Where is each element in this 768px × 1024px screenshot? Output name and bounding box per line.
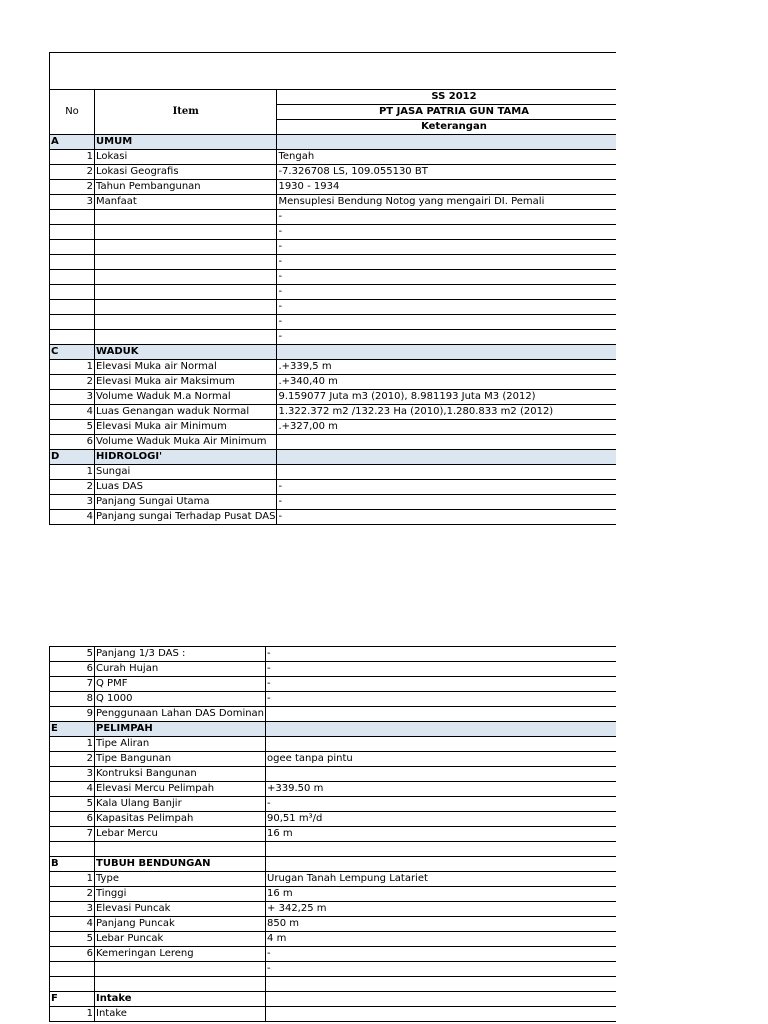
row-value: .+327,00 m	[277, 420, 631, 435]
company-header: PT JASA PATRIA GUN TAMA	[277, 105, 631, 120]
row-item: Elevasi Muka air Minimum	[95, 420, 277, 435]
row-number	[50, 842, 95, 857]
table-row	[50, 405, 631, 420]
row-value: -	[277, 495, 631, 510]
row-number: 5	[50, 647, 95, 662]
row-item: Curah Hujan	[95, 662, 266, 677]
item-header: Item	[95, 90, 277, 135]
row-value: -	[277, 315, 631, 330]
row-value: -	[266, 947, 620, 962]
row-number: 6	[50, 947, 95, 962]
row-value: 1.322.372 m2 /132.23 Ha (2010),1.280.833 m2 (2012)	[277, 405, 631, 420]
row-item: Volume Waduk Muka Air Minimum	[95, 435, 277, 450]
row-item	[95, 270, 277, 285]
row-item: Intake	[95, 1007, 266, 1022]
row-item: Lebar Mercu	[95, 827, 266, 842]
row-value: -	[266, 692, 620, 707]
row-value: + 342,25 m	[266, 902, 620, 917]
row-item: Kemeringan Lereng	[95, 947, 266, 962]
row-number: 5	[50, 797, 95, 812]
row-item	[95, 842, 266, 857]
title-cell	[50, 53, 631, 90]
row-value	[266, 842, 620, 857]
row-number: 4	[50, 510, 95, 525]
table-row	[50, 210, 631, 225]
row-item: Tipe Aliran	[95, 737, 266, 752]
row-number: 8	[50, 692, 95, 707]
row-number: 3	[50, 495, 95, 510]
row-value: ogee tanpa pintu	[266, 752, 620, 767]
row-item: Kontruksi Bangunan	[95, 767, 266, 782]
row-number	[50, 315, 95, 330]
row-item	[95, 977, 266, 992]
table-row	[50, 872, 620, 887]
row-number: 5	[50, 932, 95, 947]
row-item: Tipe Bangunan	[95, 752, 266, 767]
table-row	[50, 887, 620, 902]
row-item	[95, 285, 277, 300]
section-label: Intake	[95, 992, 266, 1007]
row-item	[95, 210, 277, 225]
row-item: Luas Genangan waduk Normal	[95, 405, 277, 420]
row-item: Elevasi Muka air Maksimum	[95, 375, 277, 390]
row-number: 6	[50, 435, 95, 450]
row-value	[266, 977, 620, 992]
table-row	[50, 962, 620, 977]
table-row	[50, 480, 631, 495]
table-row	[50, 285, 631, 300]
section-row	[50, 857, 620, 872]
row-number: 9	[50, 707, 95, 722]
row-number: 7	[50, 827, 95, 842]
row-item	[95, 330, 277, 345]
table-row	[50, 300, 631, 315]
section-label: TUBUH BENDUNGAN	[95, 857, 266, 872]
row-item: Manfaat	[95, 195, 277, 210]
row-value	[277, 465, 631, 480]
row-value: -	[266, 662, 620, 677]
table-row	[50, 255, 631, 270]
row-item	[95, 300, 277, 315]
row-item: Lokasi Geografis	[95, 165, 277, 180]
row-number: 6	[50, 662, 95, 677]
table-row	[50, 752, 620, 767]
row-value: 16 m	[266, 827, 620, 842]
section-code: B	[50, 857, 95, 872]
table-row	[50, 240, 631, 255]
header-row-1	[50, 90, 631, 105]
row-value: -	[266, 797, 620, 812]
row-number: 2	[50, 752, 95, 767]
row-item: Q 1000	[95, 692, 266, 707]
section-label: WADUK	[95, 345, 277, 360]
table-row	[50, 917, 620, 932]
row-number	[50, 210, 95, 225]
table-row	[50, 947, 620, 962]
row-value	[277, 435, 631, 450]
table-row	[50, 330, 631, 345]
section-value	[277, 135, 631, 150]
row-number: 2	[50, 375, 95, 390]
row-item: Lokasi	[95, 150, 277, 165]
row-number	[50, 285, 95, 300]
row-number: 7	[50, 677, 95, 692]
table-row	[50, 270, 631, 285]
row-value	[266, 1007, 620, 1022]
row-item: Elevasi Puncak	[95, 902, 266, 917]
row-number: 1	[50, 1007, 95, 1022]
row-item: Panjang 1/3 DAS :	[95, 647, 266, 662]
table-row	[50, 180, 631, 195]
table-row	[50, 797, 620, 812]
section-code: A	[50, 135, 95, 150]
row-value: -	[277, 210, 631, 225]
row-value	[266, 767, 620, 782]
row-item: Q PMF	[95, 677, 266, 692]
table-row	[50, 647, 620, 662]
table-row	[50, 465, 631, 480]
section-row	[50, 450, 631, 465]
row-number	[50, 977, 95, 992]
row-item: Panjang sungai Terhadap Pusat DAS	[95, 510, 277, 525]
row-value: 90,51 m³/d	[266, 812, 620, 827]
row-number: 3	[50, 390, 95, 405]
row-number	[50, 270, 95, 285]
row-value: -	[277, 510, 631, 525]
row-value: -	[277, 225, 631, 240]
row-number: 3	[50, 902, 95, 917]
table-row	[50, 767, 620, 782]
row-number: 4	[50, 917, 95, 932]
table-row	[50, 510, 631, 525]
table-row	[50, 782, 620, 797]
row-item: Tahun Pembangunan	[95, 180, 277, 195]
section-value	[277, 450, 631, 465]
table-row	[50, 375, 631, 390]
table-row	[50, 165, 631, 180]
row-item: Type	[95, 872, 266, 887]
table-row	[50, 692, 620, 707]
row-value: 16 m	[266, 887, 620, 902]
section-value	[266, 722, 620, 737]
row-number: 1	[50, 360, 95, 375]
row-value: Urugan Tanah Lempung Latariet	[266, 872, 620, 887]
keterangan-header: Keterangan	[277, 120, 631, 135]
table-row	[50, 315, 631, 330]
ss-header: SS 2012	[277, 90, 631, 105]
table-row	[50, 435, 631, 450]
row-item: Kapasitas Pelimpah	[95, 812, 266, 827]
row-value: -	[277, 240, 631, 255]
section-value	[266, 992, 620, 1007]
row-value: -	[277, 285, 631, 300]
section-row	[50, 135, 631, 150]
row-number: 4	[50, 782, 95, 797]
row-number	[50, 300, 95, 315]
table-row	[50, 842, 620, 857]
section-label: HIDROLOGI'	[95, 450, 277, 465]
row-value: +339.50 m	[266, 782, 620, 797]
table-row	[50, 707, 620, 722]
table-row	[50, 225, 631, 240]
row-number	[50, 240, 95, 255]
row-number: 1	[50, 872, 95, 887]
table-row	[50, 495, 631, 510]
row-number: 2	[50, 887, 95, 902]
row-number: 2	[50, 165, 95, 180]
table-row	[50, 737, 620, 752]
table-row	[50, 677, 620, 692]
row-number	[50, 225, 95, 240]
row-item	[95, 315, 277, 330]
table-row	[50, 827, 620, 842]
row-item	[95, 962, 266, 977]
row-value: -	[266, 677, 620, 692]
row-number: 3	[50, 767, 95, 782]
row-number: 2	[50, 480, 95, 495]
row-item: Lebar Puncak	[95, 932, 266, 947]
row-value: 850 m	[266, 917, 620, 932]
table-row	[50, 360, 631, 375]
row-value: 9.159077 Juta m3 (2010), 8.981193 Juta M3 (2012)	[277, 390, 631, 405]
table-row	[50, 977, 620, 992]
row-value: .+340,40 m	[277, 375, 631, 390]
row-number	[50, 962, 95, 977]
row-value: -	[277, 255, 631, 270]
row-item	[95, 225, 277, 240]
row-number: 3	[50, 195, 95, 210]
row-value: .+339,5 m	[277, 360, 631, 375]
table-row	[50, 932, 620, 947]
section-code: E	[50, 722, 95, 737]
section-label: UMUM	[95, 135, 277, 150]
table-row	[50, 1007, 620, 1022]
row-number: 4	[50, 405, 95, 420]
row-number: 1	[50, 465, 95, 480]
row-value: -	[266, 647, 620, 662]
row-item: Panjang Sungai Utama	[95, 495, 277, 510]
row-value	[266, 707, 620, 722]
section-code: F	[50, 992, 95, 1007]
row-item: Elevasi Mercu Pelimpah	[95, 782, 266, 797]
row-item: Penggunaan Lahan DAS Dominan	[95, 707, 266, 722]
table-row	[50, 390, 631, 405]
row-number: 2	[50, 180, 95, 195]
row-number: 5	[50, 420, 95, 435]
no-header: No	[50, 90, 95, 135]
row-value: -	[277, 330, 631, 345]
table-row	[50, 902, 620, 917]
row-item	[95, 240, 277, 255]
row-value: Mensuplesi Bendung Notog yang mengairi DI. Pemali	[277, 195, 631, 210]
title-row	[50, 53, 631, 90]
row-number	[50, 255, 95, 270]
data-table-upper	[49, 52, 631, 525]
row-value	[266, 737, 620, 752]
row-value: Tengah	[277, 150, 631, 165]
section-code: D	[50, 450, 95, 465]
table-row	[50, 662, 620, 677]
section-row	[50, 345, 631, 360]
section-label: PELIMPAH	[95, 722, 266, 737]
section-value	[266, 857, 620, 872]
page-edge-mask	[616, 40, 768, 1024]
row-item: Luas DAS	[95, 480, 277, 495]
row-item: Volume Waduk M.a Normal	[95, 390, 277, 405]
row-value: -	[266, 962, 620, 977]
row-number	[50, 330, 95, 345]
table-row	[50, 195, 631, 210]
row-item: Sungai	[95, 465, 277, 480]
table-row	[50, 150, 631, 165]
data-table-lower	[49, 646, 620, 1022]
row-value: -7.326708 LS, 109.055130 BT	[277, 165, 631, 180]
section-row	[50, 722, 620, 737]
row-number: 1	[50, 150, 95, 165]
row-value: -	[277, 300, 631, 315]
row-item	[95, 255, 277, 270]
row-value: 1930 - 1934	[277, 180, 631, 195]
row-item: Kala Ulang Banjir	[95, 797, 266, 812]
section-value	[277, 345, 631, 360]
row-value: -	[277, 480, 631, 495]
row-item: Panjang Puncak	[95, 917, 266, 932]
row-value: -	[277, 270, 631, 285]
section-code: C	[50, 345, 95, 360]
row-number: 1	[50, 737, 95, 752]
row-item: Tinggi	[95, 887, 266, 902]
row-number: 6	[50, 812, 95, 827]
table-row	[50, 420, 631, 435]
table-row	[50, 812, 620, 827]
row-item: Elevasi Muka air Normal	[95, 360, 277, 375]
row-value: 4 m	[266, 932, 620, 947]
section-row	[50, 992, 620, 1007]
